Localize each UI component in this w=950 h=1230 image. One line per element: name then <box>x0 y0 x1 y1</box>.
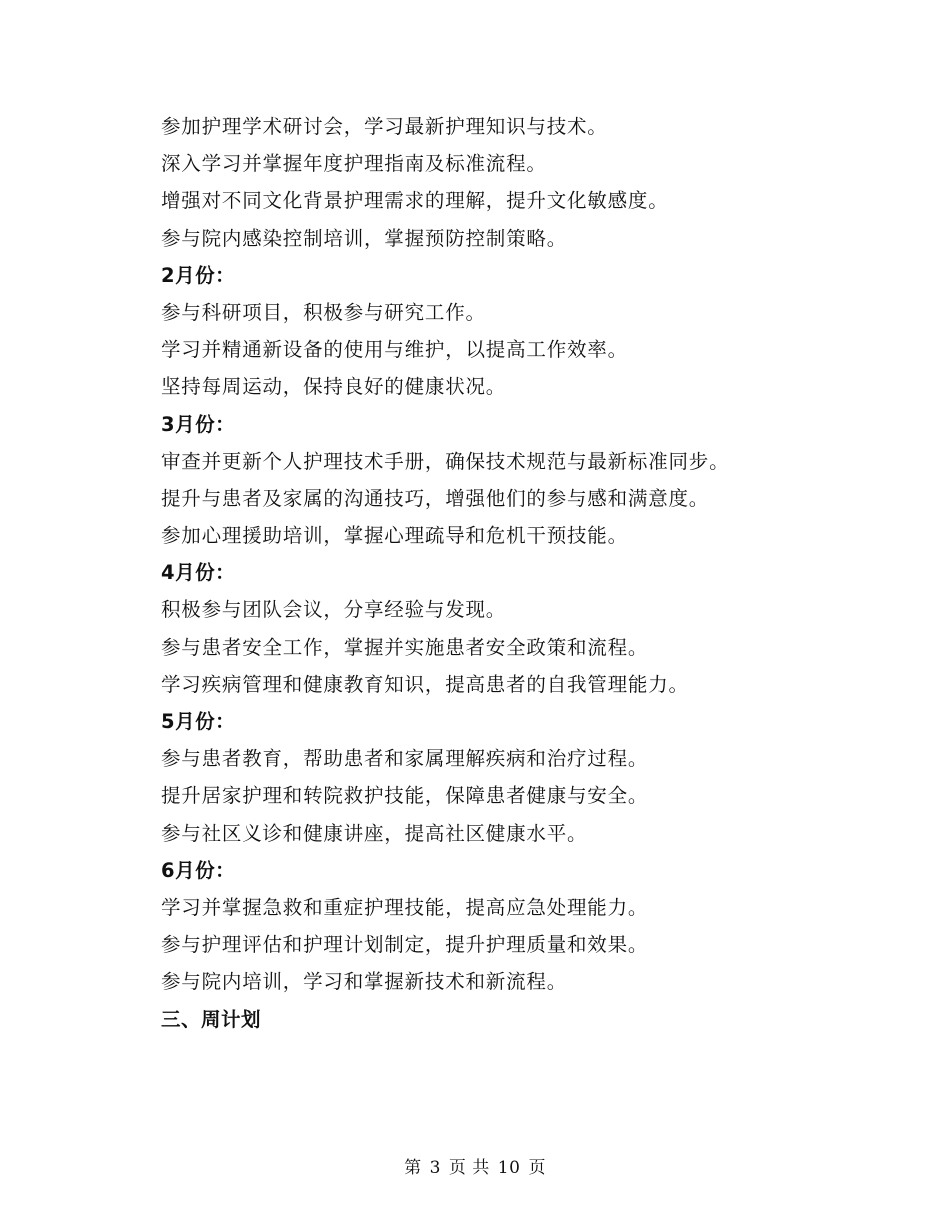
footer-prefix: 第 <box>404 1158 422 1178</box>
may-item-3: 参与社区义诊和健康讲座，提高社区健康水平。 <box>161 821 588 845</box>
apr-item-2: 参与患者安全工作，掌握并实施患者安全政策和流程。 <box>161 635 649 659</box>
footer-middle: 页 共 <box>448 1158 490 1178</box>
document-body <box>161 108 861 1038</box>
jun-item-1: 学习并掌握急救和重症护理技能，提高应急处理能力。 <box>161 895 649 919</box>
intro-line-4: 参与院内感染控制培训，掌握预防控制策略。 <box>161 226 568 250</box>
feb-item-2: 学习并精通新设备的使用与维护，以提高工作效率。 <box>161 338 628 362</box>
mar-item-2: 提升与患者及家属的沟通技巧，增强他们的参与感和满意度。 <box>161 486 710 510</box>
intro-line-2: 深入学习并掌握年度护理指南及标准流程。 <box>161 152 547 176</box>
may-item-2: 提升居家护理和转院救护技能，保障患者健康与安全。 <box>161 784 649 808</box>
month-heading-jun: 6月份： <box>161 858 236 882</box>
feb-item-1: 参与科研项目，积极参与研究工作。 <box>161 300 486 324</box>
mar-item-3: 参加心理援助培训，掌握心理疏导和危机干预技能。 <box>161 524 628 548</box>
section-heading-weekly-plan: 三、周计划 <box>161 1007 262 1031</box>
feb-item-3: 坚持每周运动，保持良好的健康状况。 <box>161 375 507 399</box>
footer-page-number: 3 <box>429 1158 441 1178</box>
footer-total-pages: 10 <box>497 1158 521 1178</box>
month-heading-apr: 4月份： <box>161 561 236 585</box>
month-heading-may: 5月份： <box>161 710 236 733</box>
may-item-1: 参与患者教育，帮助患者和家属理解疾病和治疗过程。 <box>161 747 649 771</box>
jun-item-3: 参与院内培训，学习和掌握新技术和新流程。 <box>161 970 568 994</box>
month-heading-feb: 2月份： <box>161 263 236 287</box>
jun-item-2: 参与护理评估和护理计划制定，提升护理质量和效果。 <box>161 933 649 957</box>
month-heading-mar: 3月份： <box>161 412 236 436</box>
page-footer <box>0 1153 950 1178</box>
intro-line-3: 增强对不同文化背景护理需求的理解，提升文化敏感度。 <box>161 189 669 213</box>
apr-item-1: 积极参与团队会议，分享经验与发现。 <box>161 598 507 622</box>
apr-item-3: 学习疾病管理和健康教育知识，提高患者的自我管理能力。 <box>161 672 689 696</box>
mar-item-1: 审查并更新个人护理技术手册，确保技术规范与最新标准同步。 <box>161 449 730 473</box>
footer-suffix: 页 <box>528 1158 546 1178</box>
intro-line-1: 参加护理学术研讨会，学习最新护理知识与技术。 <box>161 115 608 138</box>
